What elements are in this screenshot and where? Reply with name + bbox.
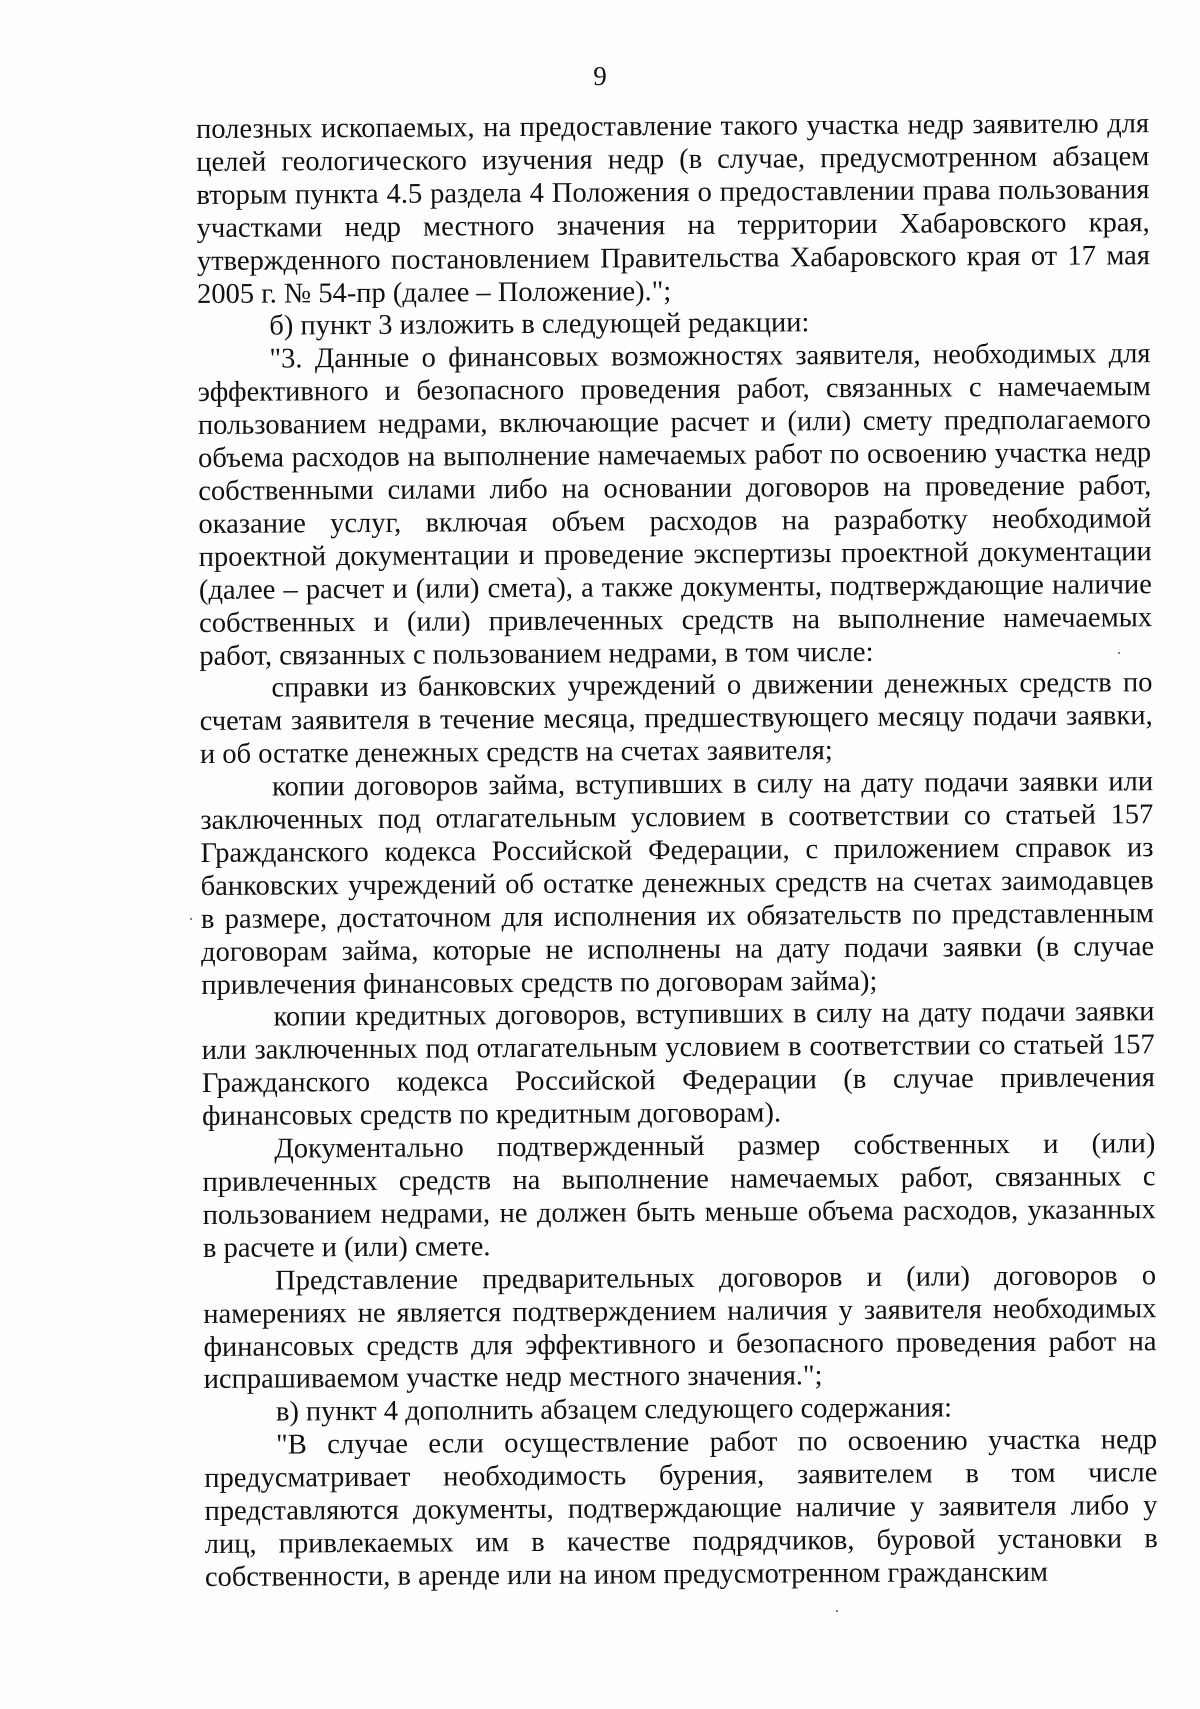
paragraph-3: "3. Данные о финансовых возможностях заявителя, необходимых для эффективного и безопасного проведения работ, связанных с намечаемым пользованием недрами, включающие расчет и (или) смету предполагаемого объема расходов на выполнение намечаемых работ по освоению участка недр собственными силами либо на основании договоров на проведение работ, оказание услуг, включая объем расходов на разработку необходимой проектной документации и проведение экспертизы проектной документации (далее – расчет и (или) смета), а также документы, подтверждающие наличие собственных и (или) привлеченных средств на выполнение намечаемых работ, связанных с пользованием недрами, в том числе: (197, 338, 1153, 672)
paragraph-6: копии кредитных договоров, вступивших в силу на дату подачи заявки или заключенных под отлагательным условием в соответствии со статьей 157 Гражданского кодекса Российской Федерации (в случае привлечения финансовых средств по кредитным договорам). (201, 996, 1156, 1133)
document-body (196, 108, 1158, 1595)
paragraph-5: копии договоров займа, вступивших в силу на дату подачи заявки или заключенных под отлагательным условием в соответствии со статьей 157 Гражданского кодекса Российской Федерации, с приложением справок из банковских учреждений об остатке денежных средств на счетах заимодавцев в размере, достаточном для исполнения их обязательств по представленным договорам займа, которые не исполнены на дату подачи заявки (в случае привлечения финансовых средств по договорам займа); (200, 766, 1155, 1001)
scan-speck (836, 1610, 838, 1612)
paragraph-8: Представление предварительных договоров и (или) договоров о намерениях не является подтверждением наличия у заявителя необходимых финансовых средств для эффективного и безопасного проведения работ на испрашиваемом участке недр местного значения."; (203, 1259, 1157, 1396)
scan-speck (190, 918, 192, 920)
paragraph-2: б) пункт 3 изложить в следующей редакции: (269, 307, 810, 342)
paragraph-9: в) пункт 4 дополнить абзацем следующего содержания: (275, 1392, 953, 1428)
page-number: 9 (593, 61, 607, 91)
scan-speck (1118, 652, 1120, 654)
paragraph-4: справки из банковских учреждений о движении денежных средств по счетам заявителя в течение месяца, предшествующего месяцу подачи заявки, и об остатке денежных средств на счетах заявителя; (199, 667, 1153, 771)
paragraph-7: Документально подтвержденный размер собственных и (или) привлеченных средств на выполнение намечаемых работ, связанных с пользованием недрами, не должен быть меньше объема расходов, указанных в расчете и (или) смете. (202, 1128, 1156, 1264)
paragraph-10: "В случае если осуществление работ по освоению участка недр предусматривает необходимость бурения, заявителем в том числе представляются документы, подтверждающие наличие у заявителя либо у лиц, привлекаемых им в качестве подрядчиков, буровой установки в собственности, в аренде или на ином предусмотренном гражданским (204, 1424, 1158, 1593)
paragraph-1: полезных ископаемых, на предоставление такого участка недр заявителю для целей геологического изучения недр (в случае, предусмотренном абзацем вторым пункта 4.5 раздела 4 Положения о предоставлении права пользования участками недр местного значения на территории Хабаровского края, утвержденного постановлением Правительства Хабаровского края от 17 мая 2005 г. № 54-пр (далее – Положение)."; (196, 108, 1150, 310)
